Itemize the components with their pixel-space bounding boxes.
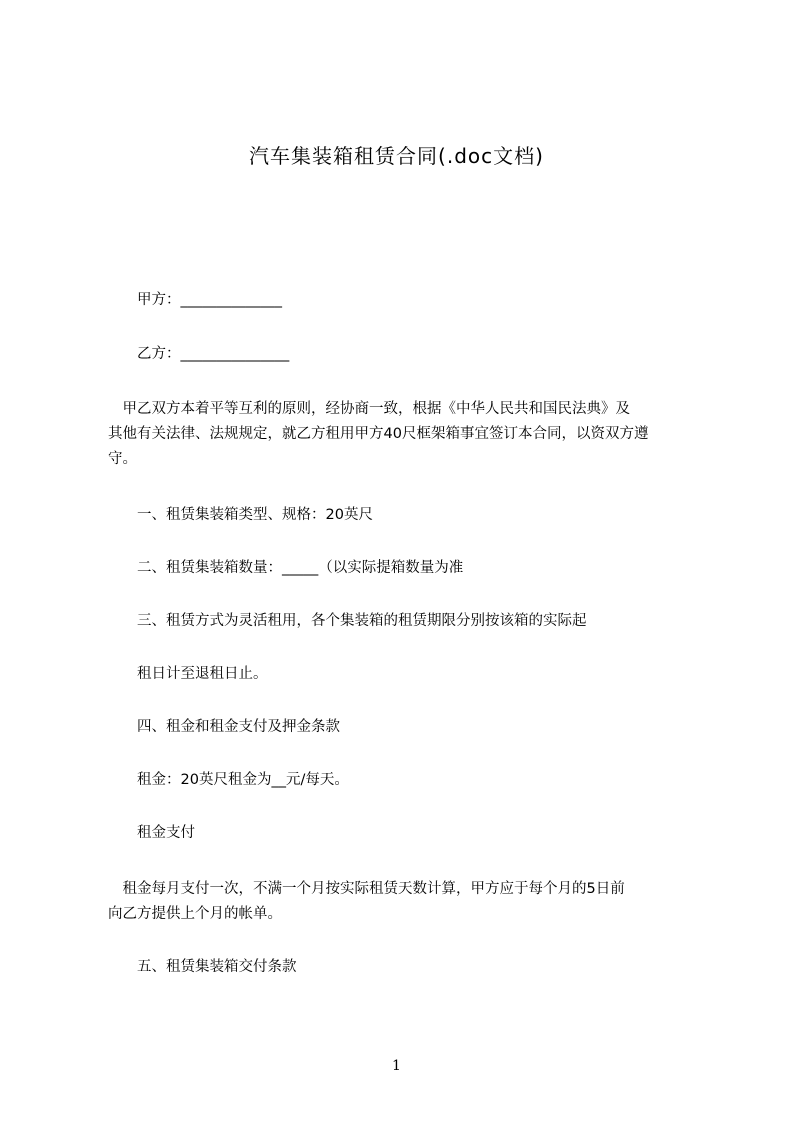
- rent-payment-line-2: 向乙方提供上个月的帐单。: [108, 906, 282, 922]
- clause-1: 一、租赁集装箱类型、规格：20英尺: [137, 507, 373, 523]
- page-number: 1: [392, 1058, 401, 1074]
- clause-5: 五、租赁集装箱交付条款: [137, 959, 297, 975]
- rent-payment-line-1: 租金每月支付一次，不满一个月按实际租赁天数计算，甲方应于每个月的5日前: [108, 881, 625, 897]
- document-title: 汽车集装箱租赁合同(.doc文档): [249, 144, 544, 168]
- intro-line-3: 守。: [108, 451, 137, 467]
- intro-line-2: 其他有关法律、法规规定，就乙方租用甲方40尺框架箱事宜签订本合同，以资双方遵: [108, 426, 649, 442]
- clause-3: 三、租赁方式为灵活租用，各个集装箱的租赁期限分别按该箱的实际起: [137, 613, 587, 629]
- clause-4: 四、租金和租金支付及押金条款: [137, 719, 340, 735]
- rent-payment-heading: 租金支付: [137, 825, 195, 841]
- party-a-line: 甲方：______________: [137, 292, 282, 308]
- intro-line-1: 甲乙双方本着平等互利的原则，经协商一致，根据《中华人民共和国民法典》及: [108, 401, 630, 417]
- party-b-line: 乙方：_______________: [137, 346, 290, 362]
- rent-payment-paragraph: [108, 877, 698, 927]
- rent-amount: 租金：20英尺租金为__元/每天。: [137, 772, 349, 788]
- intro-paragraph: [108, 397, 698, 472]
- clause-3-continuation: 租日计至退租日止。: [137, 666, 268, 682]
- clause-2: 二、租赁集装箱数量：_____（以实际提箱数量为准: [137, 560, 464, 576]
